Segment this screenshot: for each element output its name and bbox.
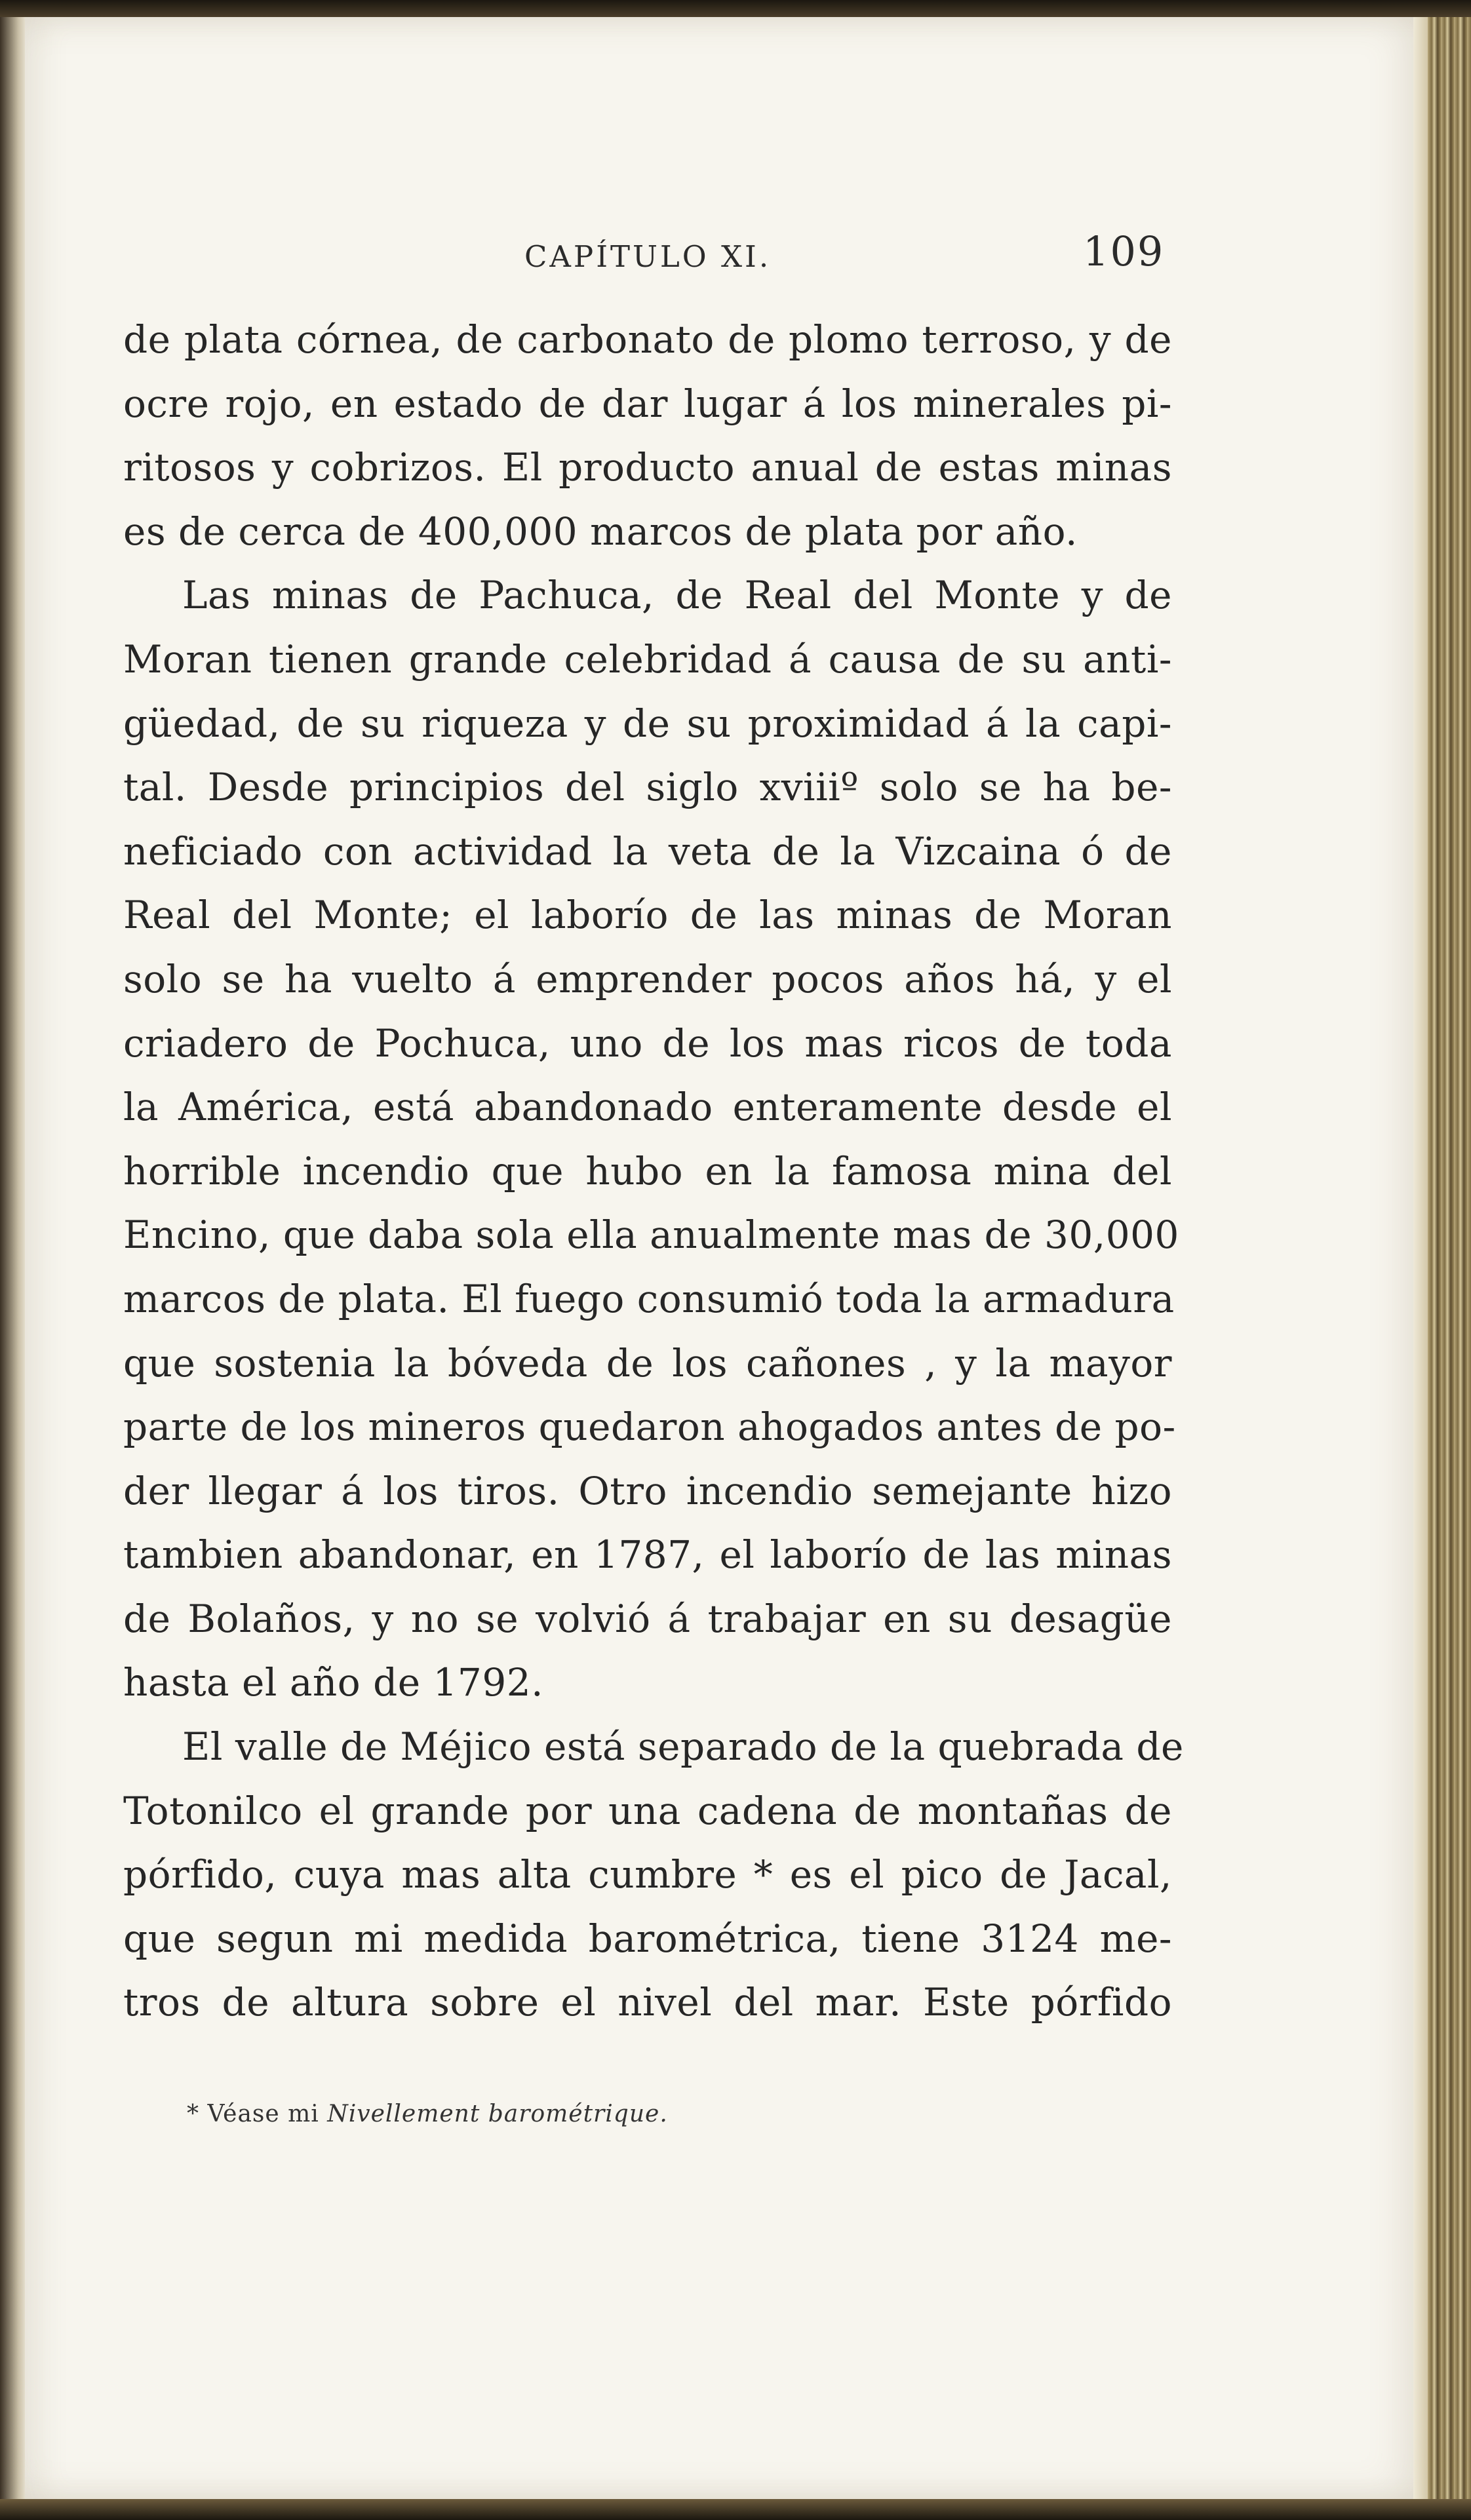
footnote	[187, 2101, 668, 2127]
body-text	[123, 308, 1184, 2035]
text-line: neficiado con actividad la veta de la Vizcaina ó de	[123, 828, 1172, 874]
text-line: tambien abandonar, en 1787, el laborío de las minas	[123, 1532, 1172, 1578]
book-fore-edge	[1428, 0, 1471, 2520]
text-line: criadero de Pochuca, uno de los mas ricos de toda	[123, 1020, 1172, 1066]
text-line: ritosos y cobrizos. El producto anual de estas minas	[123, 445, 1172, 490]
text-line: tros de altura sobre el nivel del mar. Este pórfido	[123, 1980, 1172, 2025]
text-line: güedad, de su riqueza y de su proximidad á la capi-	[123, 701, 1172, 746]
scan-bottom-border	[0, 2499, 1471, 2520]
page-edge-shadow	[1413, 0, 1428, 2520]
text-line: de Bolaños, y no se volvió á trabajar en su desagüe	[123, 1596, 1172, 1641]
page-number: 109	[1083, 227, 1165, 275]
binding-gutter	[0, 0, 26, 2520]
text-line: hasta el año de 1792.	[123, 1660, 544, 1705]
text-line: solo se ha vuelto á emprender pocos años há, y el	[123, 956, 1172, 1001]
text-line: tal. Desde principios del siglo xviiiº solo se ha be-	[123, 765, 1172, 810]
page-header	[0, 220, 1471, 279]
text-line: marcos de plata. El fuego consumió toda la armadura	[123, 1276, 1175, 1321]
text-line: Moran tienen grande celebridad á causa de su anti-	[123, 636, 1172, 682]
scan-top-border	[0, 0, 1471, 17]
text-line: pórfido, cuya mas alta cumbre * es el pico de Jacal,	[123, 1852, 1172, 1897]
text-line: der llegar á los tiros. Otro incendio semejante hizo	[123, 1468, 1172, 1513]
text-line: parte de los mineros quedaron ahogados antes de po-	[123, 1405, 1176, 1450]
text-line: la América, está abandonado enteramente desde el	[123, 1085, 1172, 1130]
text-line: que sostenia la bóveda de los cañones , y la mayor	[123, 1340, 1172, 1386]
text-line: de plata córnea, de carbonato de plomo terroso, y de	[123, 317, 1172, 362]
text-line: es de cerca de 400,000 marcos de plata por año.	[123, 509, 1078, 554]
text-line: El valle de Méjico está separado de la quebrada de	[182, 1724, 1184, 1770]
running-head: CAPÍTULO XI.	[524, 239, 772, 274]
text-line: que segun mi medida barométrica, tiene 3124 me-	[123, 1916, 1172, 1961]
text-line: Totonilco el grande por una cadena de montañas de	[123, 1788, 1172, 1833]
text-line: Real del Monte; el laborío de las minas de Moran	[123, 893, 1172, 938]
text-line: ocre rojo, en estado de dar lugar á los minerales pi-	[123, 381, 1172, 426]
text-line: Encino, que daba sola ella anualmente mas de 30,000	[123, 1212, 1179, 1258]
text-line: horrible incendio que hubo en la famosa mina del	[123, 1148, 1172, 1193]
footnote-title: Nivellement barométrique.	[327, 2101, 668, 2127]
text-line: Las minas de Pachuca, de Real del Monte y de	[182, 573, 1172, 618]
footnote-prefix: * Véase mi	[187, 2101, 319, 2127]
